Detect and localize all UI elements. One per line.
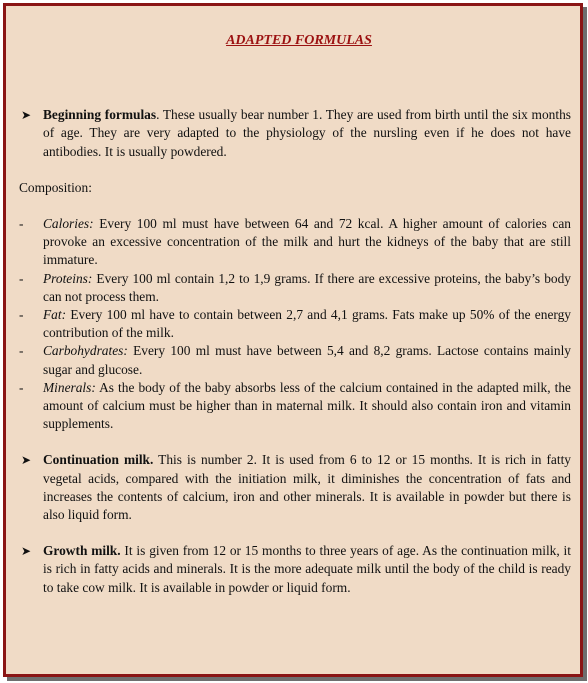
- arrowhead-icon: ➤: [21, 453, 32, 468]
- list-item-calories: [19, 215, 571, 270]
- section-text: . These usually bear number 1. They are used from birth until the six months of age. They are very adapted to the physiology of the nursling even if he does not have antibodies. It is usually powdered.: [43, 107, 571, 159]
- item-text: Every 100 ml contain 1,2 to 1,9 grams. If there are excessive proteins, the baby’s body can not process them.: [43, 270, 571, 304]
- item-text: As the body of the baby absorbs less of the calcium contained in the adapted milk, the amount of calcium must be higher than in maternal milk. It should also contain iron and vitamin supplements.: [43, 379, 571, 432]
- dash-marker: -: [19, 216, 24, 232]
- list-item-minerals: [19, 379, 571, 434]
- dash-marker: -: [19, 379, 24, 395]
- section-beginning-formulas: [19, 106, 571, 161]
- list-item-fat: [19, 306, 571, 342]
- list-item-carbohydrates: [19, 342, 571, 378]
- section-heading: Continuation milk.: [43, 452, 154, 468]
- section-heading: Beginning formulas: [43, 107, 157, 123]
- dash-marker: -: [19, 343, 24, 359]
- list-item-proteins: [19, 270, 571, 306]
- section-text: It is given from 12 or 15 months to three years of age. As the continuation milk, it is rich in fatty acids and minerals. It is the more adequate milk until the body of the child is ready to take cow milk. It is available in powder or liquid form.: [43, 543, 571, 595]
- section-continuation-milk: [19, 451, 571, 524]
- composition-label: Composition:: [19, 179, 92, 195]
- item-term: Minerals:: [43, 379, 96, 395]
- document-frame: [3, 3, 583, 677]
- item-text: Every 100 ml must have between 5,4 and 8,2 grams. Lactose contains mainly sugar and glucose.: [43, 343, 571, 377]
- arrowhead-icon: ➤: [21, 108, 32, 123]
- document-content: [19, 32, 571, 597]
- section-text: This is number 2. It is used from 6 to 12 or 15 months. It is rich in fatty vegetal acids, compared with the initiation milk, it diminishes the concentration of fats and increases the contents of calcium, iron and other minerals. It is available in powder but there is also liquid form.: [43, 452, 571, 523]
- item-text: Every 100 ml must have between 64 and 72 kcal. A higher amount of calories can provoke an excessive concentration of the milk and hurt the kidneys of the baby that are still immature.: [43, 216, 571, 268]
- item-term: Fat:: [43, 307, 67, 323]
- arrowhead-icon: ➤: [21, 544, 32, 559]
- item-text: Every 100 ml have to contain between 2,7 and 4,1 grams. Fats make up 50% of the energy contribution of the milk.: [43, 307, 571, 341]
- section-heading: Growth milk.: [43, 543, 121, 559]
- item-term: Carbohydrates:: [43, 343, 128, 359]
- page-title: ADAPTED FORMULAS: [226, 33, 372, 48]
- section-growth-milk: [19, 542, 571, 597]
- dash-marker: -: [19, 270, 24, 286]
- dash-marker: -: [19, 307, 24, 323]
- item-term: Calories:: [43, 216, 94, 232]
- item-term: Proteins:: [43, 270, 93, 286]
